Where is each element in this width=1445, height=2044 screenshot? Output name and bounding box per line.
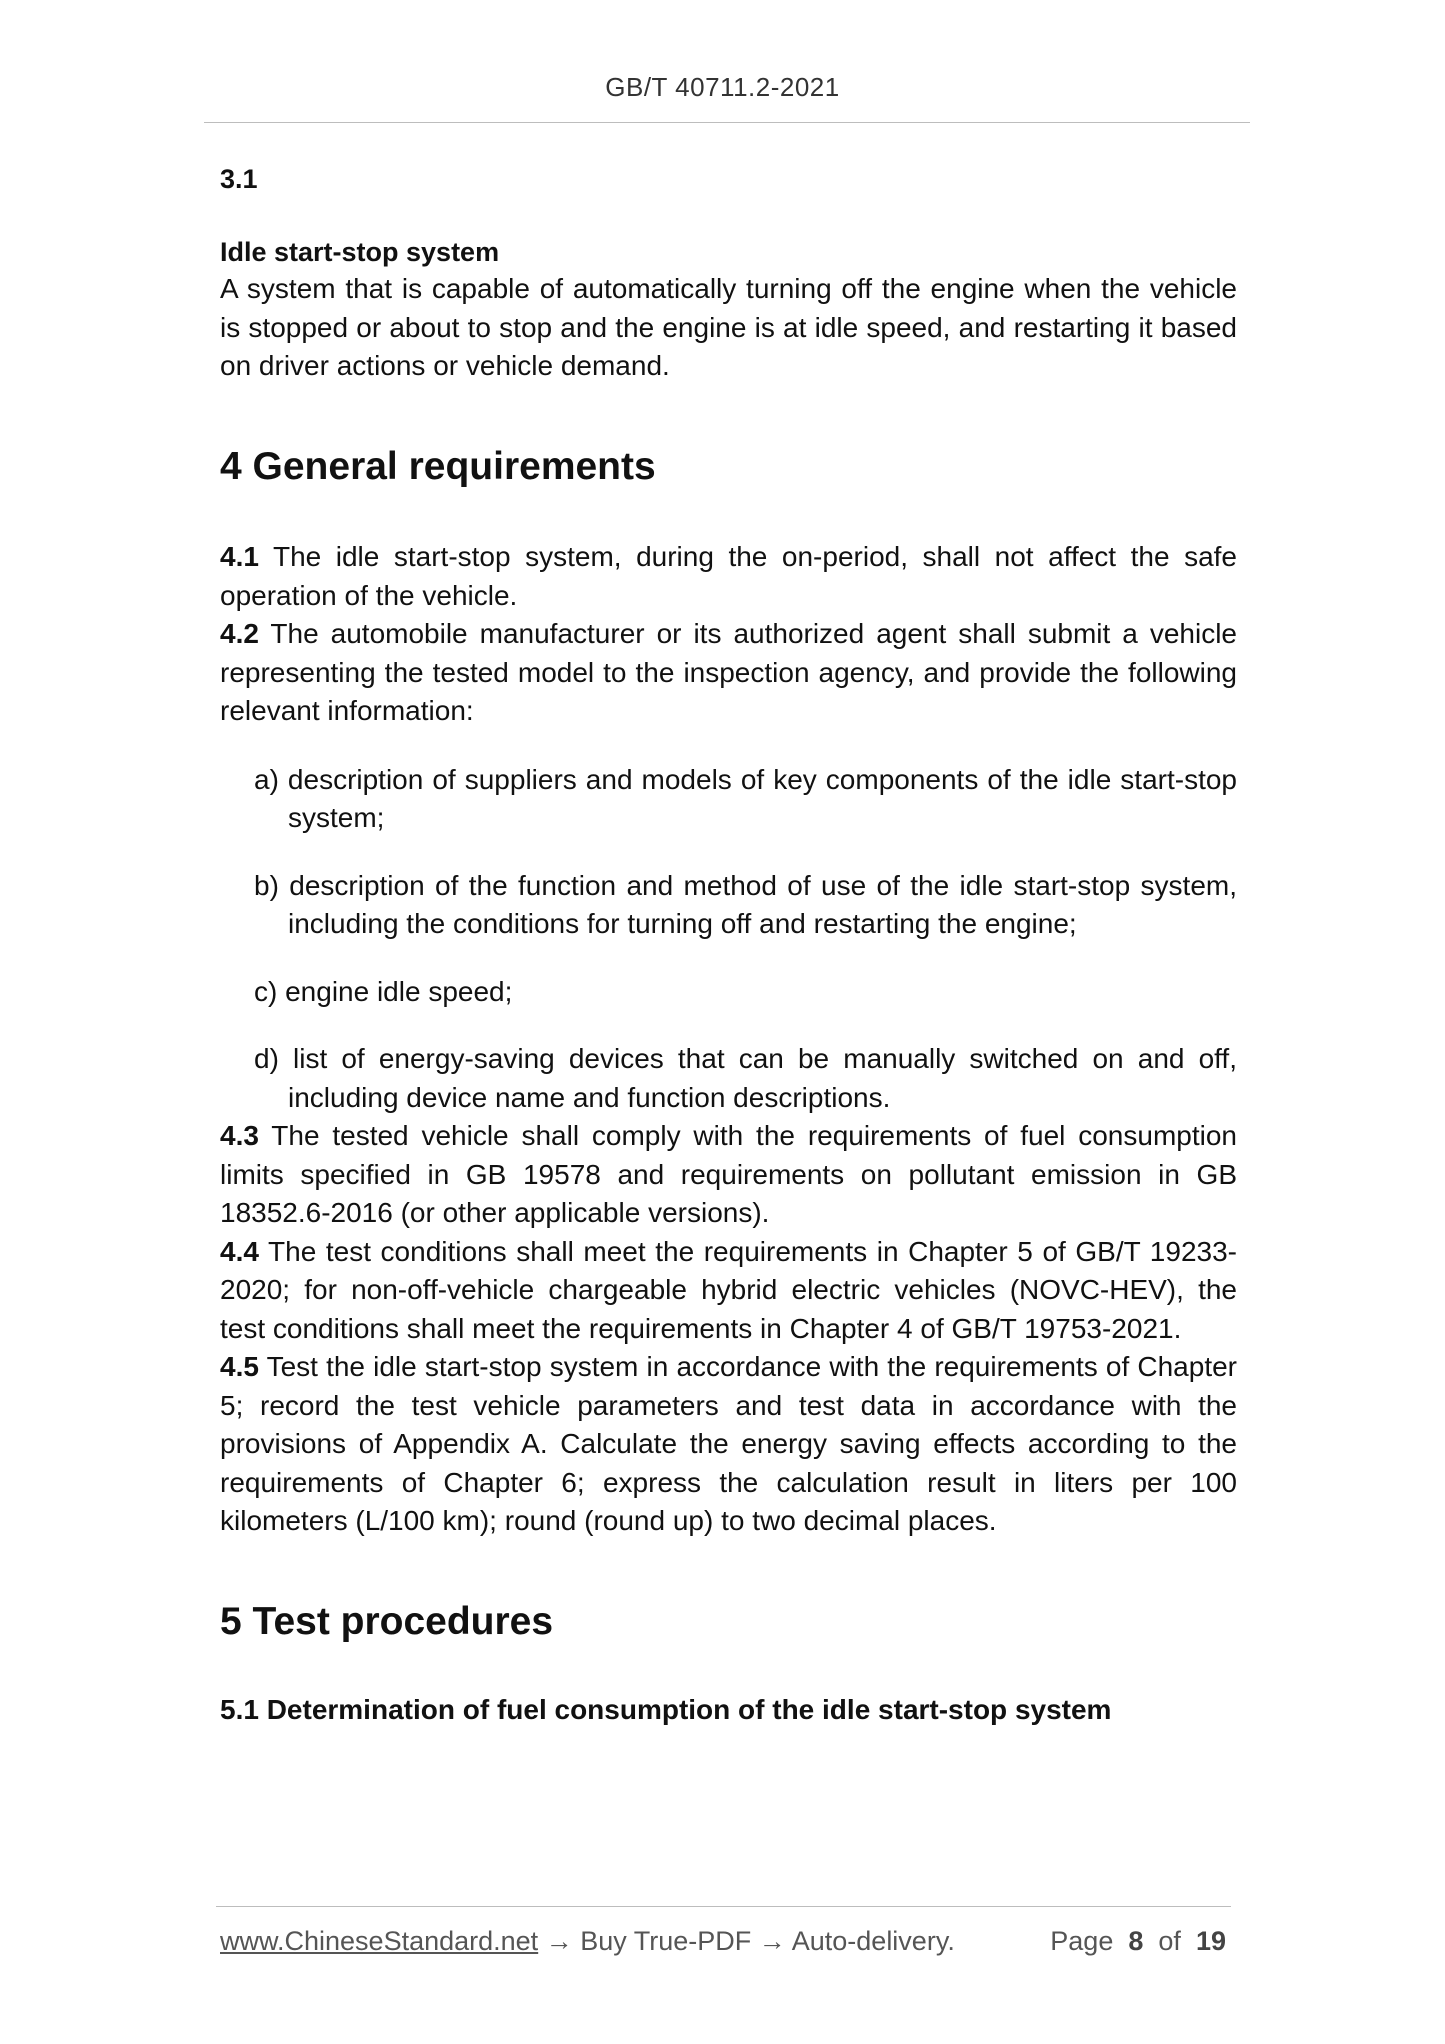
document-code-header: GB/T 40711.2-2021 xyxy=(605,72,840,102)
requirement-number: 4.4 xyxy=(220,1235,259,1267)
website-link[interactable]: www.ChineseStandard.net xyxy=(220,1926,539,1956)
total-pages: 19 xyxy=(1195,1926,1226,1956)
requirement-number: 4.1 xyxy=(220,541,259,573)
page-number: 8 xyxy=(1128,1926,1144,1956)
page-content xyxy=(220,150,1237,1728)
footer-tagline: → Buy True-PDF → Auto-delivery. xyxy=(538,1926,955,1956)
requirement-4-4 xyxy=(220,1233,1237,1349)
requirement-4-2 xyxy=(220,615,1237,731)
term-number: 3.1 xyxy=(220,164,258,194)
requirement-number: 4.2 xyxy=(220,618,259,650)
page-indicator xyxy=(1050,1926,1226,1957)
subsection-5-1-heading: 5.1 Determination of fuel consumption of the idle start-stop system xyxy=(220,1693,1112,1725)
list-item: d) list of energy-saving devices that can be manually switched on and off, including device name and function descriptions. xyxy=(254,1043,1237,1113)
term-definition: A system that is capable of automatically turning off the engine when the vehicle is stopped or about to stop and the engine is at idle speed, and restarting it based on driver actions or vehicle demand. xyxy=(220,273,1237,382)
list-item: b) description of the function and method of use of the idle start-stop system, including the conditions for turning off and restarting the engine; xyxy=(254,869,1237,940)
requirement-text: The idle start-stop system, during the on-period, shall not affect the safe operation of the vehicle. xyxy=(220,541,1237,611)
footer-promo xyxy=(220,1926,955,1957)
requirement-text: The automobile manufacturer or its authorized agent shall submit a vehicle representing the tested model to the inspection agency, and provide the following relevant information: xyxy=(220,618,1237,727)
page-label: Page xyxy=(1050,1926,1114,1956)
list-item: a) description of suppliers and models of key components of the idle start-stop system; xyxy=(254,763,1237,834)
requirement-number: 4.3 xyxy=(220,1120,259,1152)
term-title: Idle start-stop system xyxy=(220,237,500,268)
requirement-number: 4.5 xyxy=(220,1351,259,1383)
requirement-4-3 xyxy=(220,1117,1237,1233)
list-item: c) engine idle speed; xyxy=(254,975,513,1007)
requirement-text: Test the idle start-stop system in accordance with the requirements of Chapter 5; record the test vehicle parameters and test data in accordance with the provisions of Appendix A. Calculate the energy saving effects according to the requirements of Chapter 6; express the calculation result in liters per 100 kilometers (L/100 km); round (round up) to two decimal places. xyxy=(220,1351,1237,1537)
section-5-heading: 5 Test procedures xyxy=(220,1599,554,1643)
requirement-4-1 xyxy=(220,538,1237,615)
header-divider xyxy=(204,122,1250,123)
required-information-list xyxy=(254,761,1237,1118)
section-4-heading: 4 General requirements xyxy=(220,444,656,488)
footer-divider xyxy=(216,1906,1231,1907)
of-label: of xyxy=(1158,1926,1181,1956)
requirement-text: The test conditions shall meet the requirements in Chapter 5 of GB/T 19233-2020; for non-off-vehicle chargeable hybrid electric vehicles (NOVC-HEV), the test conditions shall meet the requirements in Chapter 4 of GB/T 19753-2021. xyxy=(220,1235,1237,1344)
requirement-text: The tested vehicle shall comply with the requirements of fuel consumption limits specified in GB 19578 and requirements on pollutant emission in GB 18352.6-2016 (or other applicable versions). xyxy=(220,1120,1237,1229)
requirement-4-5 xyxy=(220,1348,1237,1541)
